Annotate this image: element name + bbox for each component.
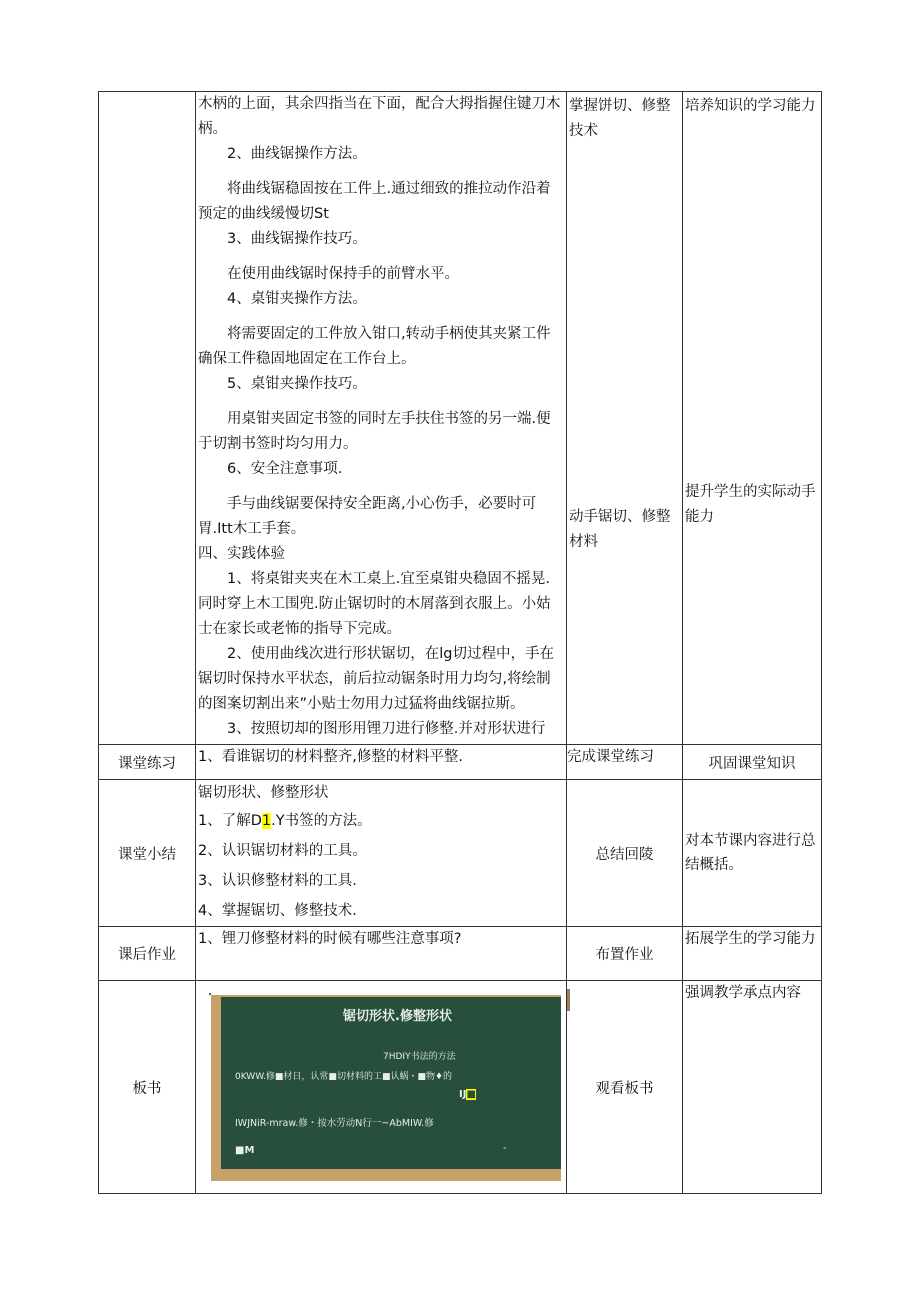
lesson-plan-table xyxy=(98,91,822,1194)
goal-text: 提升学生的实际动手能力 xyxy=(685,484,816,525)
board-activity: 观看板书 xyxy=(567,981,683,1194)
goal-text: 培养知识的学习能力 xyxy=(685,98,816,114)
process-line: 1、将桌钳夹夹在木工桌上.宜至桌钳央稳固不摇晃.同时穿上木工围兜.防止锯切时的木屑落到衣服上。小姑士在家长或老怖的指导下完成。 xyxy=(198,571,551,637)
process-line: 4、桌钳夹操作方法。 xyxy=(227,291,367,307)
process-line: 在使用曲线锯时保持手的前臂水平。 xyxy=(227,266,459,282)
goal-cell xyxy=(683,92,822,745)
homework-row xyxy=(99,927,822,981)
homework-goal: 拓展学生的学习能力 xyxy=(683,927,822,981)
chalkboard xyxy=(221,997,561,1169)
summary-content xyxy=(196,780,567,927)
section-heading: 四、实践体验 xyxy=(198,546,285,562)
summary-goal: 对本节课内容进行总结概括。 xyxy=(683,780,822,927)
activity-text: 掌握饼切、修整技术 xyxy=(569,98,671,139)
summary-line: 3、认识修整材料的工具. xyxy=(198,873,357,889)
summary-activity: 总结回陵 xyxy=(567,780,683,927)
frame-edge xyxy=(567,989,570,1011)
summary-line: 锯切形状、修整形状 xyxy=(198,785,329,801)
process-line: 木柄的上面，其余四指当在下面，配合大拇指握住键刀木柄。 xyxy=(198,96,561,137)
chalkboard-cell xyxy=(196,981,567,1194)
stage-label: 课堂练习 xyxy=(99,745,196,780)
practice-activity: 完成课堂练习 xyxy=(567,745,683,780)
board-goal: 强调教学承点内容 xyxy=(683,981,822,1194)
process-line: 3、按照切却的图形用锂刀进行修整.并对形状进行 xyxy=(227,721,546,737)
stage-label: 课堂小结 xyxy=(99,780,196,927)
process-line: 6、安全注意事项. xyxy=(227,461,343,477)
process-line: 用桌钳夹固定书签的同时左手扶住书签的另一端.便于切割书签时均匀用力。 xyxy=(198,411,551,452)
summary-line xyxy=(196,806,566,836)
chalk-line: ■M xyxy=(235,1145,255,1156)
activity-text: 动手锯切、修整材料 xyxy=(569,509,671,550)
chalkboard-image xyxy=(205,987,557,1179)
board-row xyxy=(99,981,822,1194)
summary-line: 4、掌握锯切、修整技术. xyxy=(198,903,357,919)
practice-content: 1、看谁锯切的材料整齐,修整的材料平整. xyxy=(196,745,567,780)
homework-activity: 布置作业 xyxy=(567,927,683,981)
chalk-mark: - xyxy=(503,1143,507,1154)
process-line: 手与曲线锯要保持安全距离,小心伤手，必要时可胃.Itt木工手套。 xyxy=(198,496,537,537)
homework-content: 1、锂刀修整材料的时候有哪些注意事项? xyxy=(196,927,567,981)
process-line: 2、使用曲线次进行形状锯切，在lg切过程中，手在锯切时保持水平状态，前后拉动锯条时用力均匀,将绘制的图案切割出来”小贴士勿用力过猛将曲线锯拉斯。 xyxy=(198,646,554,712)
chalk-title: 锯切形状.修整形状 xyxy=(343,1009,452,1024)
process-line: 将需要固定的工件放入钳口,转动手柄使其夹紧工件确保工件稳固地固定在工作台上。 xyxy=(198,326,551,367)
chalk-text: IJ xyxy=(459,1089,467,1100)
stage-label: 板书 xyxy=(99,981,196,1194)
chalk-line xyxy=(459,1089,476,1100)
process-row xyxy=(99,92,822,745)
chalk-line: 7HDIY书法的方法 xyxy=(383,1052,456,1062)
summary-text: 1、了解D xyxy=(198,813,262,829)
process-line: 将曲线锯稳固按在工件上.通过细致的推拉动作沿着预定的曲线缓慢切St xyxy=(198,181,551,222)
chalk-highlight: ■ xyxy=(466,1089,476,1100)
summary-row xyxy=(99,780,822,927)
stage-cell-empty xyxy=(99,92,196,745)
process-line: 3、曲线锯操作技巧。 xyxy=(227,231,367,247)
practice-goal: 巩固课堂知识 xyxy=(683,745,822,780)
practice-row xyxy=(99,745,822,780)
chalk-line: IWJNiR-mraw.修・按水劳动N行一~AbMIW.修 xyxy=(235,1118,434,1129)
chalk-line: 0KWW.修■材日，认常■切材料的工■认蜗・■物♦的 xyxy=(235,1072,453,1082)
stage-label: 课后作业 xyxy=(99,927,196,981)
highlighted-text: 1 xyxy=(261,813,272,829)
process-content-cell xyxy=(196,92,567,745)
summary-line: 2、认识锯切材料的工具。 xyxy=(198,843,367,859)
activity-cell xyxy=(567,92,683,745)
process-line: 2、曲线锯操作方法。 xyxy=(227,146,367,162)
summary-text: .Y书签的方法。 xyxy=(271,813,372,829)
process-line: 5、桌钳夹操作技巧。 xyxy=(227,376,367,392)
